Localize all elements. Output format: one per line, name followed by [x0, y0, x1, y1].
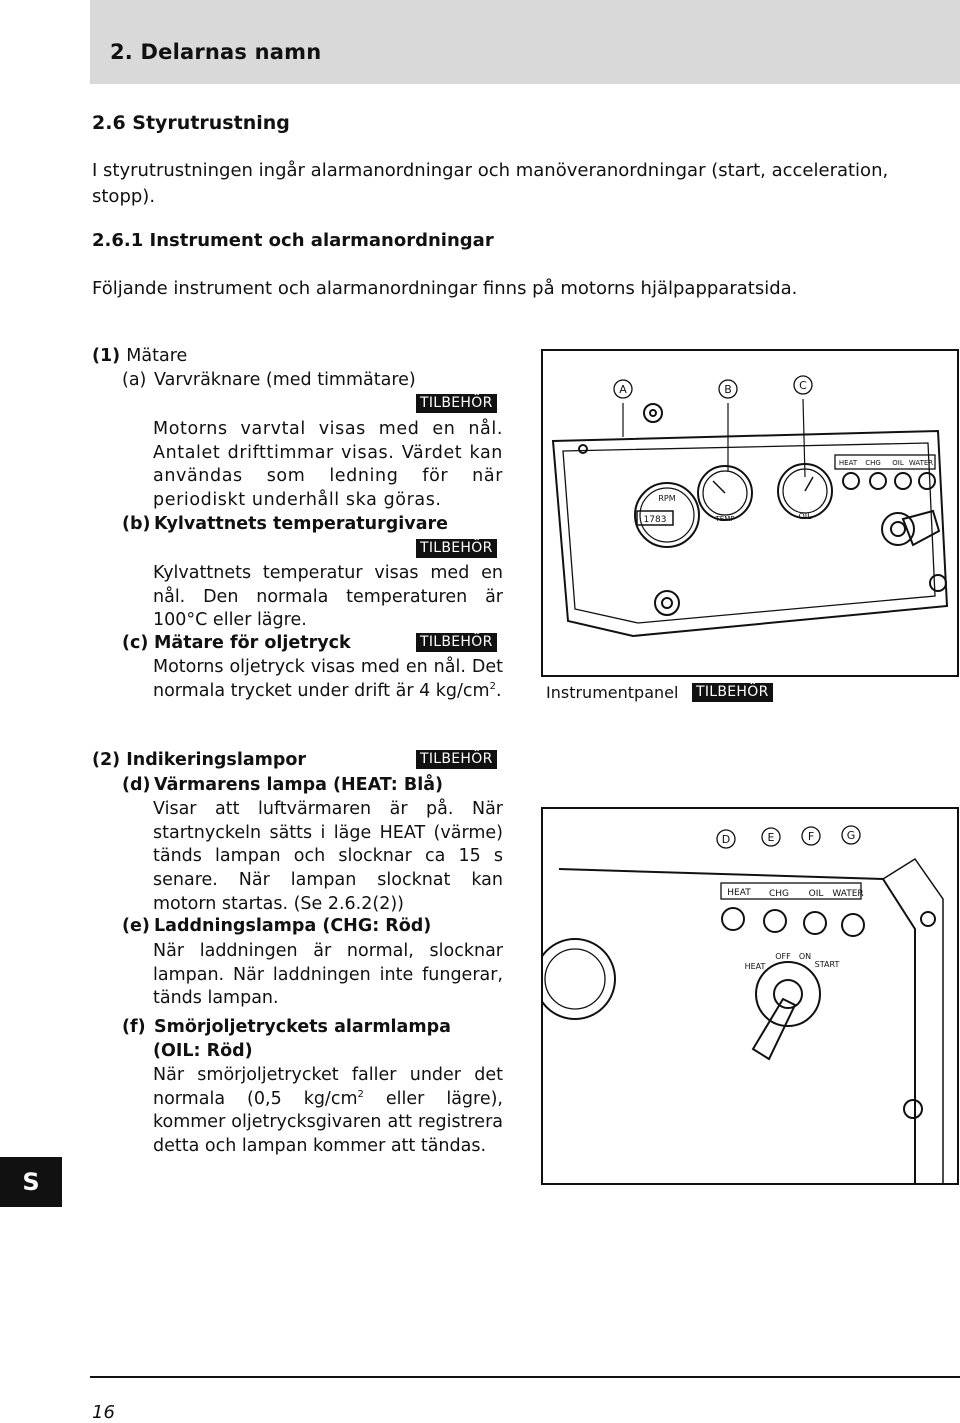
section-title: 2.6 Styrutrustning: [92, 112, 290, 134]
lamps-heading: [92, 750, 306, 770]
callout-e: E: [767, 831, 775, 844]
item-a-label: (a): [122, 370, 147, 390]
item-a-title: Varvräknare (med timmätare): [154, 370, 416, 390]
chapter-title: 2. Delarnas namn: [110, 40, 322, 64]
callout-c: C: [799, 379, 807, 392]
item-f-text: [153, 1064, 503, 1159]
item-f-label: (f): [122, 1017, 146, 1037]
gauge-label-rpm: RPM: [658, 494, 676, 503]
accessory-badge-figure1: TILBEHÖR: [692, 683, 773, 702]
meters-heading: [92, 346, 187, 366]
item-d-heading: [122, 775, 443, 795]
item-c-text: [153, 656, 503, 703]
item-d-label: (d): [122, 775, 151, 795]
item-e-title: Laddningslampa (CHG: Röd): [154, 916, 432, 936]
item-c-label: (c): [122, 633, 149, 653]
item-f-title2: (OIL: Röd): [153, 1041, 253, 1061]
language-side-tab: S: [0, 1157, 62, 1207]
item-c-title: Mätare för oljetryck: [154, 633, 351, 653]
accessory-badge-c: TILBEHÖR: [416, 633, 497, 652]
switch-label-start: START: [814, 960, 840, 969]
item-b-text: Kylvattnets temperatur visas med en nål. Den normala temperaturen är 100°C eller lägre.: [153, 563, 503, 631]
lamp-label-chg: CHG: [865, 459, 881, 467]
item-e-text: När laddningen är normal, slocknar lampan. När laddningen inte fungerar, tänds lampan.: [153, 941, 503, 1009]
item-b-heading: [122, 514, 448, 534]
section-intro: I styrutrustningen ingår alarmanordningar och manöveranordningar (start, acceleration, stopp).: [92, 160, 889, 207]
item-a-text: Motorns varvtal visas med en nål. Antalet drifttimmar visas. Värdet kan användas som ledning för när periodiskt underhåll ska göras.: [153, 419, 503, 511]
item-f-heading: [122, 1017, 451, 1037]
lamp-label-oil: OIL: [892, 459, 904, 467]
item-c-text2: Det normala trycket under drift är 4 kg/cm: [153, 657, 503, 701]
page-number: 16: [92, 1402, 115, 1423]
subsection-title: 2.6.1 Instrument och alarmanordningar: [92, 230, 494, 251]
item-b-title: Kylvattnets temperaturgivare: [154, 514, 448, 534]
item-d-title: Värmarens lampa (HEAT: Blå): [154, 775, 444, 795]
lamp-label-water: WATER: [908, 459, 934, 467]
lamp2-label-water: WATER: [832, 889, 864, 899]
instrument-panel-drawing: [543, 351, 957, 675]
lamp2-label-chg: CHG: [768, 889, 790, 899]
instrument-panel-figure: [541, 349, 959, 677]
lamp2-label-oil: OIL: [808, 889, 824, 899]
accessory-badge-lamps: TILBEHÖR: [416, 750, 497, 769]
item-e-heading: [122, 916, 431, 936]
lamp2-label-heat: HEAT: [727, 888, 751, 898]
accessory-badge-b: TILBEHÖR: [416, 539, 497, 558]
lamps-num: (2): [92, 750, 121, 770]
lamps-title: Indikeringslampor: [126, 750, 307, 770]
item-f-text2: eller lägre), kommer oljetrycksgivaren att registrera detta och lampan kommer att tändas.: [153, 1088, 503, 1157]
switch-label-heat: HEAT: [744, 962, 766, 971]
item-c-sup: 2: [489, 680, 496, 692]
accessory-badge-a: TILBEHÖR: [416, 394, 497, 413]
item-d-text: Visar att luftvärmaren är på. När startnyckeln sätts i läge HEAT (värme) tänds lampan och slocknar ca 15 s senare. När lampan slocknat kan motorn startas. (Se 2.6.2(2)): [153, 799, 503, 914]
callout-a: A: [619, 383, 627, 396]
indicator-lamps-figure: [541, 807, 959, 1185]
item-f-text1: När smörjoljetrycket faller under det normala (0,5 kg/cm: [153, 1065, 503, 1109]
item-c-text3: .: [495, 680, 502, 701]
item-f-title1: Smörjoljetryckets alarmlampa: [154, 1017, 451, 1037]
meters-num: (1): [92, 346, 121, 366]
hour-counter-digits: 1783: [643, 515, 667, 525]
callout-d: D: [721, 833, 731, 846]
item-a-heading: [122, 370, 416, 390]
callout-b: B: [724, 383, 732, 396]
switch-label-on: ON: [798, 952, 812, 961]
callout-g: G: [846, 829, 856, 842]
meters-title: Mätare: [126, 346, 188, 366]
item-c-heading: [122, 633, 351, 653]
gauge-label-oil: OIL: [798, 512, 812, 521]
item-c-text1: Motorns oljetryck visas med en nål.: [153, 657, 466, 677]
lamp-label-heat: HEAT: [838, 459, 858, 467]
figure1-caption: Instrumentpanel: [546, 683, 679, 702]
footer-divider: [90, 1376, 960, 1378]
item-e-label: (e): [122, 916, 150, 936]
item-b-label: (b): [122, 514, 151, 534]
callout-f: F: [807, 830, 815, 843]
subsection-text: Följande instrument och alarmanordningar finns på motorns hjälpapparatsida.: [92, 278, 798, 299]
item-f-sup: 2: [357, 1088, 364, 1100]
switch-label-off: OFF: [775, 952, 791, 961]
indicator-lamps-drawing: [543, 809, 957, 1183]
gauge-label-temp: TEMP: [715, 515, 735, 523]
